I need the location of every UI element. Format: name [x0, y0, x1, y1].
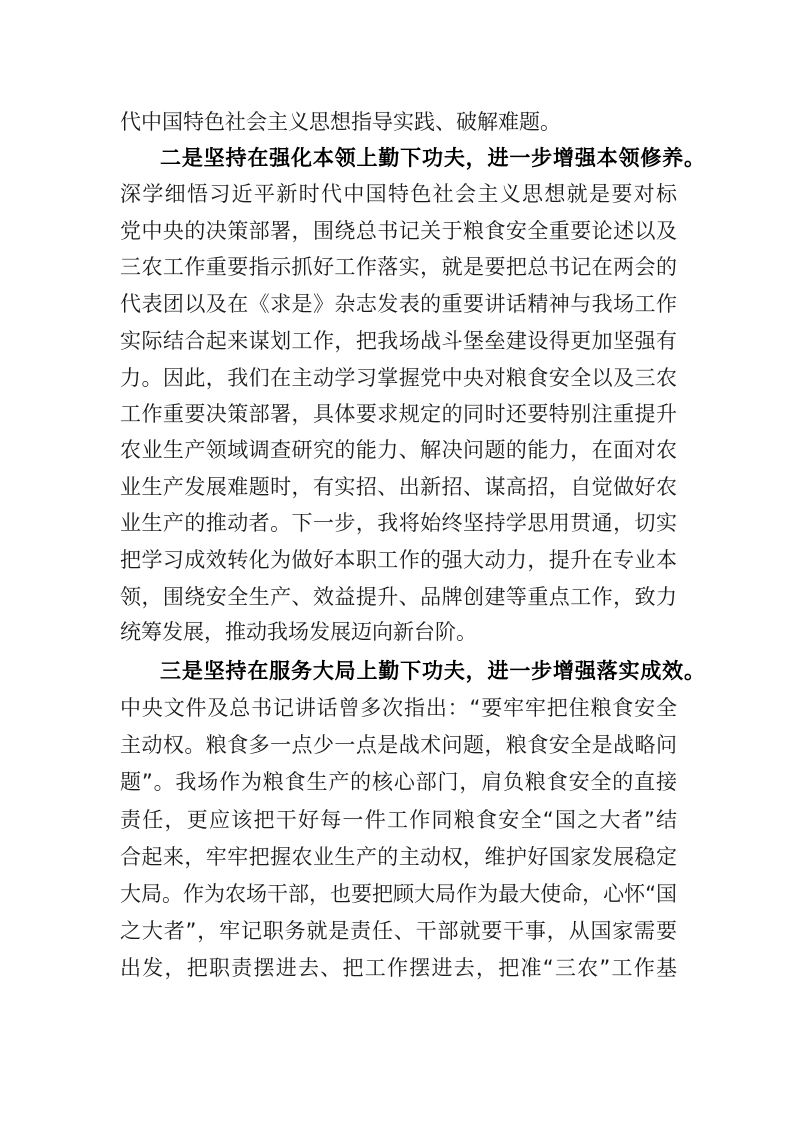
paragraph-line: 中央文件及总书记讲话曾多次指出：“要牢牢把住粮食安全 — [120, 696, 677, 720]
paragraph-line: 之大者”，牢记职务就是责任、干部就要干事，从国家需要 — [120, 919, 677, 943]
paragraph-line: 党中央的决策部署，围绕总书记关于粮食安全重要论述以及 — [120, 219, 677, 243]
paragraph-line: 领，围绕安全生产、效益提升、品牌创建等重点工作，致力 — [120, 585, 677, 609]
paragraph-line: 业生产的推动者。下一步，我将始终坚持学思用贯通，切实 — [120, 511, 677, 535]
paragraph-line: 主动权。粮食多一点少一点是战术问题，粮食安全是战略问 — [120, 733, 677, 757]
paragraph-line: 业生产发展难题时，有实招、出新招、谋高招，自觉做好农 — [120, 475, 677, 499]
paragraph-line: 代表团以及在《求是》杂志发表的重要讲话精神与我场工作 — [120, 292, 677, 316]
section-heading-2: 二是坚持在强化本领上勤下功夫，进一步增强本领修养。 — [160, 146, 705, 170]
paragraph-line: 力。因此，我们在主动学习掌握党中央对粮食安全以及三农 — [120, 366, 677, 390]
paragraph-line: 深学细悟习近平新时代中国特色社会主义思想就是要对标 — [120, 182, 677, 206]
paragraph-line: 代中国特色社会主义思想指导实践、破解难题。 — [120, 110, 561, 134]
paragraph-line: 大局。作为农场干部，也要把顾大局作为最大使命，心怀“国 — [120, 882, 677, 906]
paragraph-line: 题”。我场作为粮食生产的核心部门，肩负粮食安全的直接 — [120, 770, 677, 794]
paragraph-line: 三农工作重要指示抓好工作落实，就是要把总书记在两会的 — [120, 255, 677, 279]
paragraph-line: 实际结合起来谋划工作，把我场战斗堡垒建设得更加坚强有 — [120, 329, 677, 353]
paragraph-line: 出发，把职责摆进去、把工作摆进去，把准“三农”工作基 — [120, 956, 677, 980]
paragraph-line: 责任，更应该把干好每一件工作同粮食安全“国之大者”结 — [120, 808, 677, 832]
paragraph-line: 工作重要决策部署，具体要求规定的同时还要特别注重提升 — [120, 402, 677, 426]
section-heading-3: 三是坚持在服务大局上勤下功夫，进一步增强落实成效。 — [160, 659, 705, 683]
paragraph-line: 把学习成效转化为做好本职工作的强大动力，提升在专业本 — [120, 548, 677, 572]
paragraph-line: 农业生产领域调查研究的能力、解决问题的能力，在面对农 — [120, 438, 677, 462]
paragraph-line: 合起来，牢牢把握农业生产的主动权，维护好国家发展稳定 — [120, 845, 677, 869]
paragraph-line: 统筹发展，推动我场发展迈向新台阶。 — [120, 620, 477, 644]
